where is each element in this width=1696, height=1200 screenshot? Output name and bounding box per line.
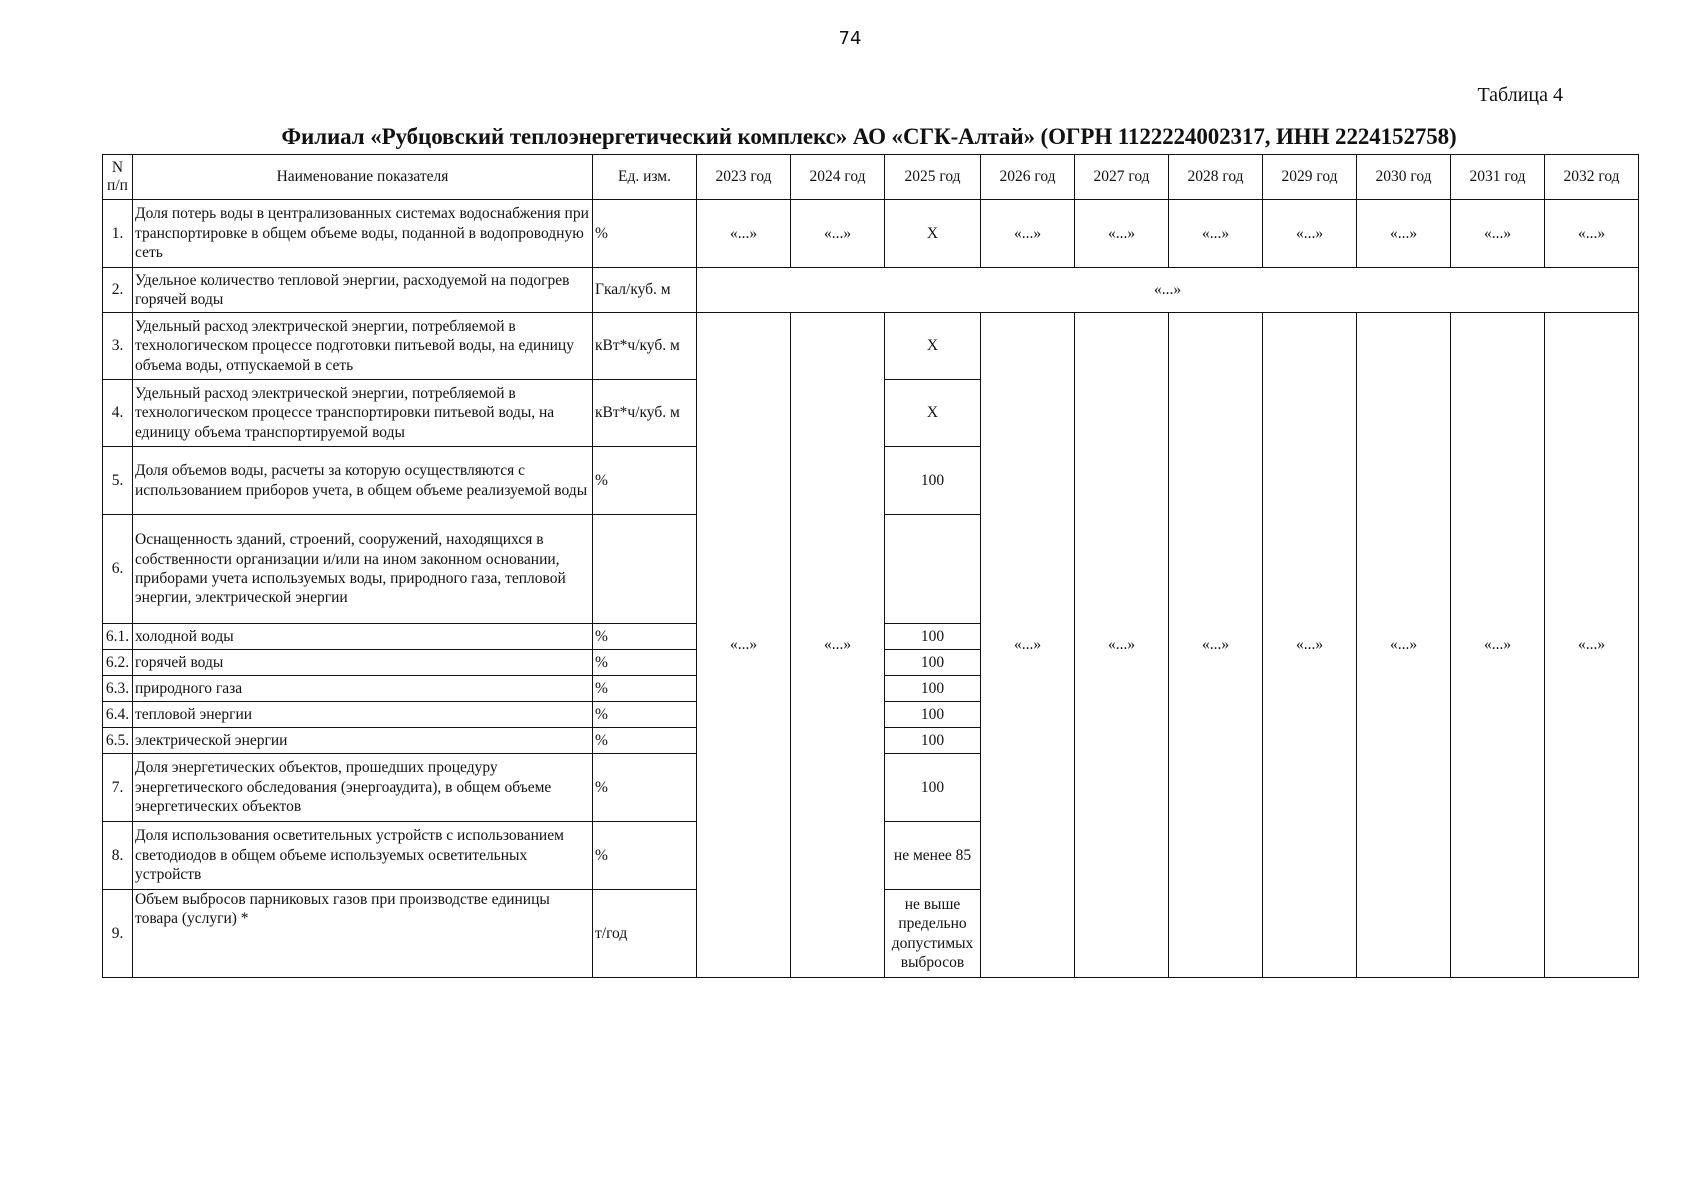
value-2025: 100 — [885, 754, 981, 822]
value-2031: «...» — [1451, 200, 1545, 268]
header-2027: 2027 год — [1075, 155, 1169, 200]
row-name: горячей воды — [133, 650, 593, 676]
row-unit: % — [593, 754, 697, 822]
row-unit: % — [593, 624, 697, 650]
table-row — [103, 313, 1639, 380]
header-2023: 2023 год — [697, 155, 791, 200]
value-2025: 100 — [885, 702, 981, 728]
value-2025: 100 — [885, 650, 981, 676]
row-name: холодной воды — [133, 624, 593, 650]
value-2025: не менее 85 — [885, 822, 981, 890]
row-num: 6.2. — [103, 650, 133, 676]
row-unit: % — [593, 676, 697, 702]
header-2024: 2024 год — [791, 155, 885, 200]
row-unit: % — [593, 447, 697, 515]
header-2029: 2029 год — [1263, 155, 1357, 200]
row-num: 6. — [103, 515, 133, 624]
header-unit: Ед. изм. — [593, 155, 697, 200]
header-2028: 2028 год — [1169, 155, 1263, 200]
row-unit: % — [593, 650, 697, 676]
value-2028: «...» — [1169, 313, 1263, 978]
row-num: 2. — [103, 268, 133, 313]
value-2029: «...» — [1263, 200, 1357, 268]
header-2025: 2025 год — [885, 155, 981, 200]
row-num: 6.1. — [103, 624, 133, 650]
row-unit — [593, 515, 697, 624]
row-unit: т/год — [593, 890, 697, 978]
row-num: 7. — [103, 754, 133, 822]
value-2031: «...» — [1451, 313, 1545, 978]
row-name: Удельное количество тепловой энергии, расходуемой на подогрев горячей воды — [133, 268, 593, 313]
table-heading: Филиал «Рубцовский теплоэнергетический комплекс» АО «СГК-Алтай» (ОГРН 1122224002317, ИНН 2224152758) — [281, 124, 1457, 149]
value-2024: «...» — [791, 313, 885, 978]
row-num: 1. — [103, 200, 133, 268]
header-name: Наименование показателя — [133, 155, 593, 200]
value-2026: «...» — [981, 313, 1075, 978]
value-2025: 100 — [885, 624, 981, 650]
header-row — [103, 155, 1639, 200]
value-2027: «...» — [1075, 200, 1169, 268]
value-2027: «...» — [1075, 313, 1169, 978]
header-2026: 2026 год — [981, 155, 1075, 200]
table-label: Таблица 4 — [1477, 84, 1563, 106]
value-2025: не выше предельно допустимых выбросов — [885, 890, 981, 978]
row-num: 9. — [103, 890, 133, 978]
row-num: 5. — [103, 447, 133, 515]
value-2025: 100 — [885, 676, 981, 702]
value-2025: 100 — [885, 447, 981, 515]
header-num: N п/п — [103, 155, 133, 200]
header-2032: 2032 год — [1545, 155, 1639, 200]
value-2023: «...» — [697, 313, 791, 978]
value-2029: «...» — [1263, 313, 1357, 978]
row-unit: % — [593, 822, 697, 890]
row-unit: Гкал/куб. м — [593, 268, 697, 313]
row-name: электрической энергии — [133, 728, 593, 754]
value-2024: «...» — [791, 200, 885, 268]
header-2030: 2030 год — [1357, 155, 1451, 200]
row-num: 6.5. — [103, 728, 133, 754]
row-name: природного газа — [133, 676, 593, 702]
table-row — [103, 200, 1639, 268]
row-num: 8. — [103, 822, 133, 890]
row-name: Доля использования осветительных устройств с использованием светодиодов в общем объеме используемых осветительных устройств — [133, 822, 593, 890]
row-name: Доля потерь воды в централизованных системах водоснабжения при транспортировке в общем объеме воды, поданной в водопроводную сеть — [133, 200, 593, 268]
row-num: 3. — [103, 313, 133, 380]
row-num: 6.4. — [103, 702, 133, 728]
row-unit: % — [593, 728, 697, 754]
value-2025 — [885, 515, 981, 624]
row-num: 4. — [103, 380, 133, 447]
value-2032: «...» — [1545, 200, 1639, 268]
row-name: Удельный расход электрической энергии, потребляемой в технологическом процессе подготовки питьевой воды, на единицу объема воды, отпускаемой в сеть — [133, 313, 593, 380]
row-num: 6.3. — [103, 676, 133, 702]
value-2023: «...» — [697, 200, 791, 268]
value-2030: «...» — [1357, 200, 1451, 268]
page-number: 74 — [838, 28, 862, 49]
table-row — [103, 268, 1639, 313]
indicators-table — [102, 154, 1639, 978]
value-2025: 100 — [885, 728, 981, 754]
row-unit: % — [593, 200, 697, 268]
header-2031: 2031 год — [1451, 155, 1545, 200]
row-unit: % — [593, 702, 697, 728]
value-2032: «...» — [1545, 313, 1639, 978]
row-name: Объем выбросов парниковых газов при производстве единицы товара (услуги) * — [133, 890, 593, 978]
value-2025: Х — [885, 380, 981, 447]
value-2026: «...» — [981, 200, 1075, 268]
value-2025: Х — [885, 313, 981, 380]
row-unit: кВт*ч/куб. м — [593, 380, 697, 447]
value-2030: «...» — [1357, 313, 1451, 978]
row-name: Доля объемов воды, расчеты за которую осуществляются с использованием приборов учета, в общем объеме реализуемой воды — [133, 447, 593, 515]
row-name: Удельный расход электрической энергии, потребляемой в технологическом процессе транспортировки питьевой воды, на единицу объема транспортируемой воды — [133, 380, 593, 447]
row-name: тепловой энергии — [133, 702, 593, 728]
row-name: Оснащенность зданий, строений, сооружений, находящихся в собственности организации и/или на ином законном основании, приборами учета используемых воды, природного газа, тепловой энергии, электрической энергии — [133, 515, 593, 624]
row-name: Доля энергетических объектов, прошедших процедуру энергетического обследования (энергоаудита), в общем объеме энергетических объектов — [133, 754, 593, 822]
value-2025: Х — [885, 200, 981, 268]
merged-value-cell: «...» — [697, 268, 1639, 313]
row-unit: кВт*ч/куб. м — [593, 313, 697, 380]
value-2028: «...» — [1169, 200, 1263, 268]
